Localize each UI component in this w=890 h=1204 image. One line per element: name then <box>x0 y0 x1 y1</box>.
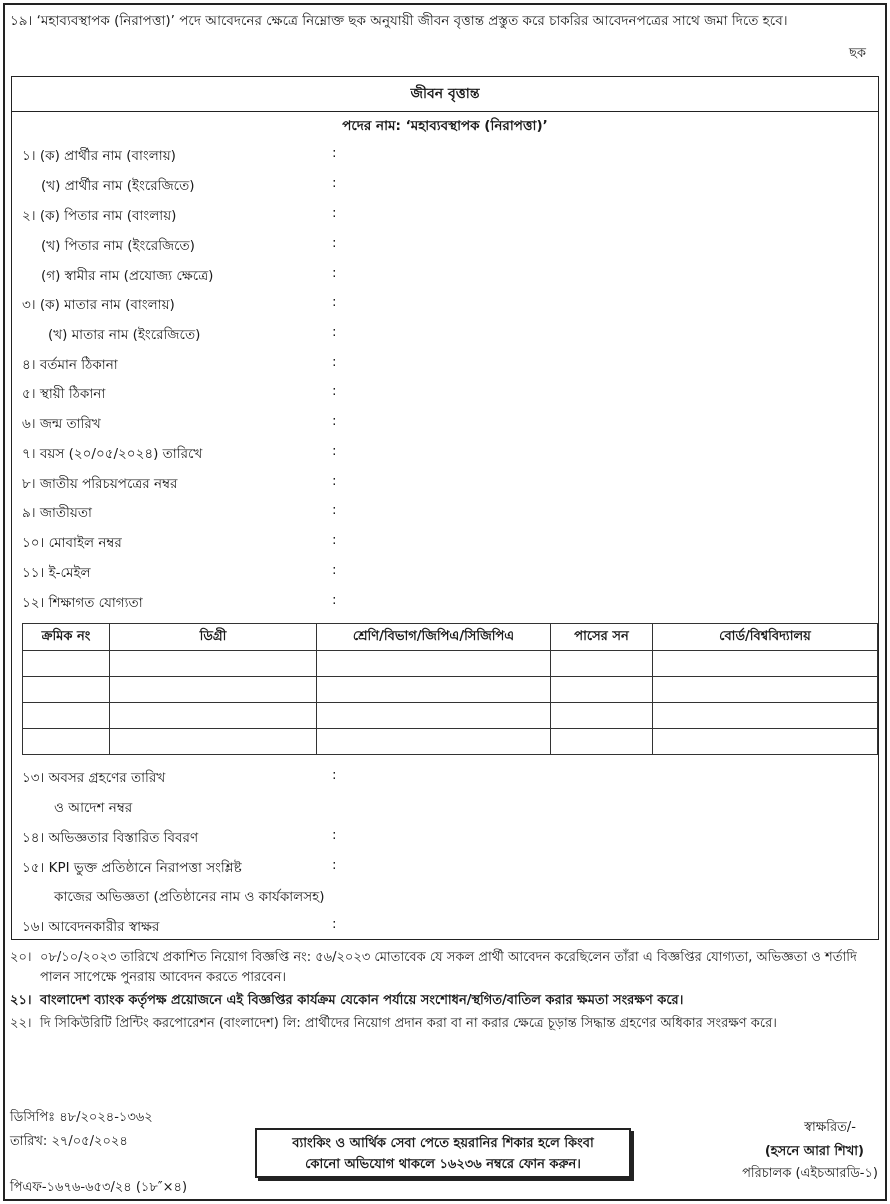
field-kpi-experience-note: কাজের অভিজ্ঞতা (প্রতিষ্ঠানের নাম ও কার্যকালসহ) <box>54 889 325 905</box>
field-colon: : <box>332 857 337 873</box>
field-colon: : <box>332 354 337 370</box>
column-header: পাসের সন <box>551 624 653 651</box>
note-item <box>10 948 880 988</box>
notes-section <box>10 948 880 1034</box>
note-number: ২০। <box>10 950 32 965</box>
note-text: ০৮/১০/২০২৩ তারিখে প্রকাশিত নিয়োগ বিজ্ঞপ্তি নং: ৫৬/২০২৩ মোতাবেক যে সকল প্রার্থী আবেদন করেছিলেন তাঁরা এ বিজ্ঞপ্তির যোগ্যতা, অভিজ্ঞতা ও শর্তাদি পালন সাপেক্ষে পুনরায় আবেদন করতে পারবেন। <box>40 950 857 985</box>
notice-line: ব্যাংকিং ও আর্থিক সেবা পেতে হয়রানির শিকার হলে কিংবা <box>292 1136 594 1151</box>
field-colon: : <box>332 473 337 489</box>
table-row <box>23 729 878 755</box>
education-table <box>22 623 878 755</box>
field-colon: : <box>332 916 337 932</box>
field-colon: : <box>332 767 337 783</box>
field-permanent-address: ৫। স্থায়ী ঠিকানা <box>22 386 106 402</box>
table-row <box>23 677 878 703</box>
field-colon: : <box>332 562 337 578</box>
field-candidate-name-bn: ১। (ক) প্রার্থীর নাম (বাংলায়) <box>22 148 176 164</box>
field-nationality: ৯। জাতীয়তা <box>22 505 92 521</box>
field-colon: : <box>332 175 337 191</box>
form-label: ছক <box>849 46 866 61</box>
field-colon: : <box>332 324 337 340</box>
note-text: বাংলাদেশ ব্যাংক কর্তৃপক্ষ প্রয়োজনে এই বিজ্ঞপ্তির কার্যক্রম যেকোন পর্যায়ে সংশোধন/স্থগিত/বাতিল করার ক্ষমতা সংরক্ষণ করে। <box>40 993 684 1008</box>
column-header: শ্রেণি/বিভাগ/জিপিএ/সিজিপিএ <box>317 624 551 651</box>
field-present-address: ৪। বর্তমান ঠিকানা <box>22 357 118 373</box>
note-item <box>10 1014 880 1034</box>
field-mother-name-bn: ৩। (ক) মাতার নাম (বাংলায়) <box>22 297 175 313</box>
field-colon: : <box>332 205 337 221</box>
field-colon: : <box>332 532 337 548</box>
post-name: পদের নাম: ‘মহাব্যবস্থাপক (নিরাপত্তা)’ <box>342 118 548 134</box>
field-colon: : <box>332 235 337 251</box>
table-row <box>23 703 878 729</box>
field-colon: : <box>332 145 337 161</box>
field-applicant-signature: ১৬। আবেদনকারীর স্বাক্ষর <box>22 919 160 935</box>
column-header: ক্রমিক নং <box>23 624 110 651</box>
table-row <box>23 651 878 677</box>
column-header: ডিগ্রী <box>110 624 317 651</box>
field-colon: : <box>332 443 337 459</box>
field-father-name-bn: ২। (ক) পিতার নাম (বাংলায়) <box>22 208 177 224</box>
field-mobile: ১০। মোবাইল নম্বর <box>22 535 122 551</box>
field-experience-details: ১৪। অভিজ্ঞতার বিস্তারিত বিবরণ <box>22 830 199 846</box>
field-colon: : <box>332 413 337 429</box>
instruction-note: ১৯। ‘মহাব্যবস্থাপক (নিরাপত্তা)’ পদে আবেদনের ক্ষেত্রে নিম্নোক্ত ছক অনুযায়ী জীবন বৃত্তান্ত প্রস্তুত করে চাকরির আবেদনপত্রের সাথে জমা দিতে হবে। <box>10 13 788 29</box>
signed-mark: স্বাক্ষরিত/- <box>804 1120 856 1135</box>
reference-number: ডিসিপিঃ ৪৮/২০২৪-১৩৬২ <box>10 1110 153 1125</box>
field-birth-date: ৬। জন্ম তারিখ <box>22 416 101 432</box>
field-colon: : <box>332 265 337 281</box>
field-husband-name: (গ) স্বামীর নাম (প্রযোজ্য ক্ষেত্রে) <box>41 268 214 284</box>
issue-date: তারিখ: ২৭/০৫/২০২৪ <box>10 1134 128 1149</box>
field-father-name-en: (খ) পিতার নাম (ইংরেজিতে) <box>41 238 195 254</box>
field-order-number: ও আদেশ নম্বর <box>54 800 133 816</box>
field-kpi-experience: ১৫। KPI ভুক্ত প্রতিষ্ঠানে নিরাপত্তা সংশ্লিষ্ট <box>22 860 242 876</box>
field-colon: : <box>332 383 337 399</box>
notice-line: কোনো অভিযোগ থাকলে ১৬২৩৬ নম্বরে ফোন করুন। <box>305 1157 581 1172</box>
field-nid-number: ৮। জাতীয় পরিচয়পত্রের নম্বর <box>22 476 178 492</box>
note-number: ২২। <box>10 1016 32 1031</box>
table-header-row <box>23 624 878 651</box>
note-number: ২১। <box>10 993 32 1008</box>
field-colon: : <box>332 592 337 608</box>
field-colon: : <box>332 502 337 518</box>
complaint-notice-box <box>255 1128 631 1178</box>
field-colon: : <box>332 294 337 310</box>
form-title: জীবন বৃত্তান্ত <box>12 77 878 112</box>
biodata-form <box>11 76 879 940</box>
column-header: বোর্ড/বিশ্ববিদ্যালয় <box>653 624 878 651</box>
signer-name: (হসনে আরা শিখা) <box>764 1144 864 1159</box>
field-mother-name-en: (খ) মাতার নাম (ইংরেজিতে) <box>48 327 201 343</box>
note-item <box>10 991 880 1011</box>
field-age: ৭। বয়স (২০/০৫/২০২৪) তারিখে <box>22 446 203 462</box>
field-candidate-name-en: (খ) প্রার্থীর নাম (ইংরেজিতে) <box>41 178 195 194</box>
field-colon: : <box>332 827 337 843</box>
field-education: ১২। শিক্ষাগত যোগ্যতা <box>22 595 143 611</box>
field-retirement-date: ১৩। অবসর গ্রহণের তারিখ <box>22 770 166 786</box>
field-email: ১১। ই-মেইল <box>22 565 91 581</box>
note-text: দি সিকিউরিটি প্রিন্টিং করপোরেশন (বাংলাদেশ) লি: প্রার্থীদের নিয়োগ প্রদান করা বা না করার ক্ষেত্রে চূড়ান্ত সিদ্ধান্ত গ্রহণের অধিকার সংরক্ষণ করে। <box>40 1016 777 1031</box>
print-reference: পিএফ-১৬৭৬-৬৫৩/২৪ (১৮″×৪) <box>10 1180 188 1195</box>
signer-title: পরিচালক (এইচআরডি-১) <box>742 1166 878 1181</box>
